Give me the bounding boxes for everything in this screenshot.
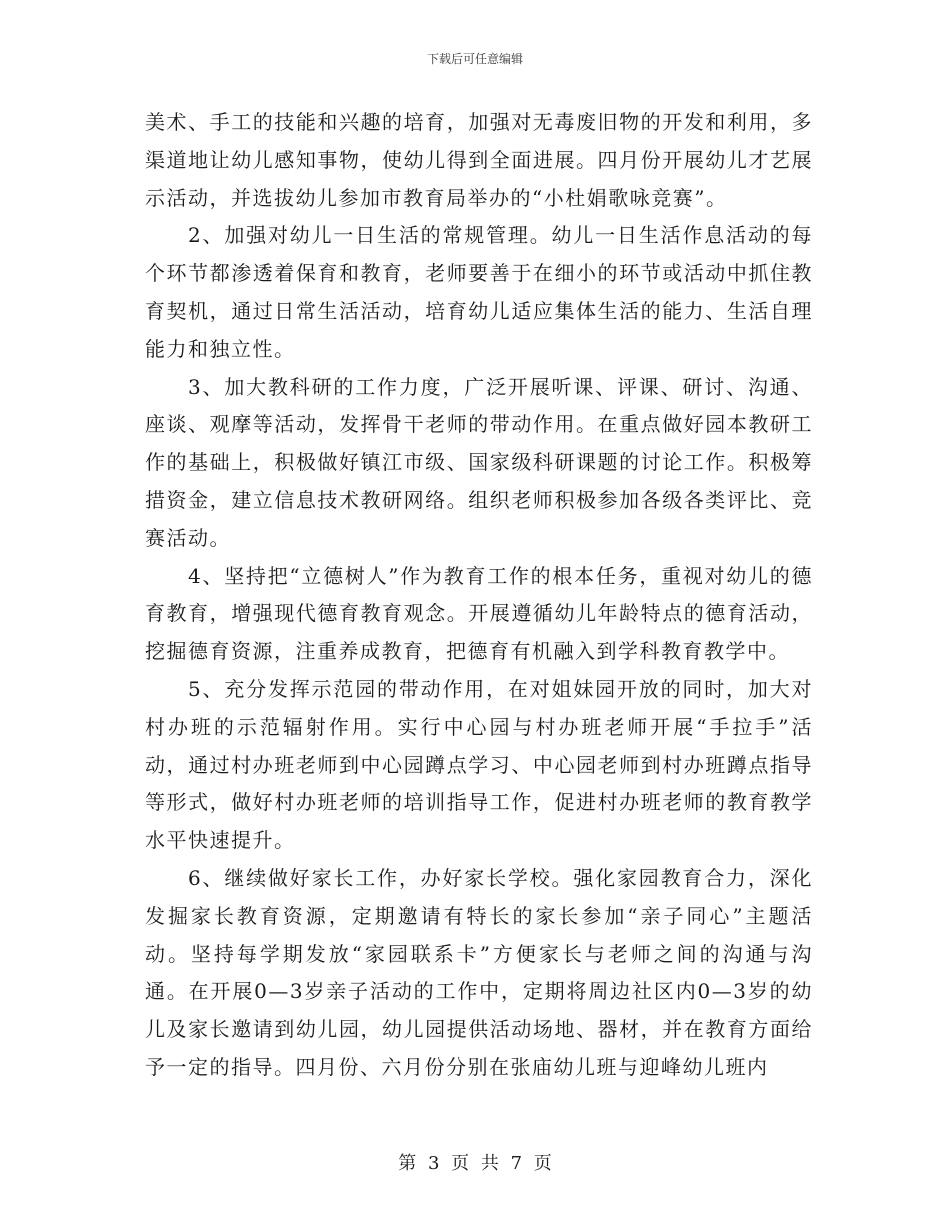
page-header-note: 下载后可任意编辑	[426, 52, 523, 66]
paragraph-item-6: 6、继续做好家长工作，办好家长学校。强化家园教育合力，深化发掘家长教育资源，定期邀请有特长的家长参加“亲子同心”主题活动。坚持每学期发放“家园联系卡”方便家长与老师之间的沟通与沟通。在开展0—3岁亲子活动的工作中，定期将周边社区内0—3岁的幼儿及家长邀请到幼儿园，幼儿园提供活动场地、器材，并在教育方面给予一定的指导。四月份、六月份分别在张庙幼儿班与迎峰幼儿班内	[145, 865, 813, 1079]
paragraph-item-5: 5、充分发挥示范园的带动作用，在对姐妹园开放的同时，加大对村办班的示范辐射作用。实行中心园与村办班老师开展“手拉手”活动，通过村办班老师到中心园蹲点学习、中心园老师到村办班蹲点指导等形式，做好村办班老师的培训指导工作，促进村办班老师的教育教学水平快速提升。	[145, 676, 813, 853]
paragraph-continued: 美术、手工的技能和兴趣的培育，加强对无毒废旧物的开发和利用，多渠道地让幼儿感知事物，使幼儿得到全面进展。四月份开展幼儿才艺展示活动，并选拔幼儿参加市教育局举办的“小杜娟歌咏竞赛”。	[145, 110, 813, 210]
page-number: 第 3 页 共 7 页	[398, 1153, 552, 1174]
paragraph-item-2: 2、加强对幼儿一日生活的常规管理。幼儿一日生活作息活动的每个环节都渗透着保育和教育，老师要善于在细小的环节或活动中抓住教育契机，通过日常生活活动，培育幼儿适应集体生活的能力、生活自理能力和独立性。	[145, 223, 813, 361]
document-body	[145, 104, 813, 1087]
paragraph-item-4: 4、坚持把“立德树人”作为教育工作的根本任务，重视对幼儿的德育教育，增强现代德育教育观念。开展遵循幼儿年龄特点的德育活动，挖掘德育资源，注重养成教育，把德育有机融入到学科教育教学中。	[145, 563, 813, 664]
paragraph-item-3: 3、加大教科研的工作力度，广泛开展听课、评课、研讨、沟通、座谈、观摩等活动，发挥骨干老师的带动作用。在重点做好园本教研工作的基础上，积极做好镇江市级、国家级科研课题的讨论工作。积极筹措资金，建立信息技术教研网络。组织老师积极参加各级各类评比、竞赛活动。	[145, 374, 813, 550]
